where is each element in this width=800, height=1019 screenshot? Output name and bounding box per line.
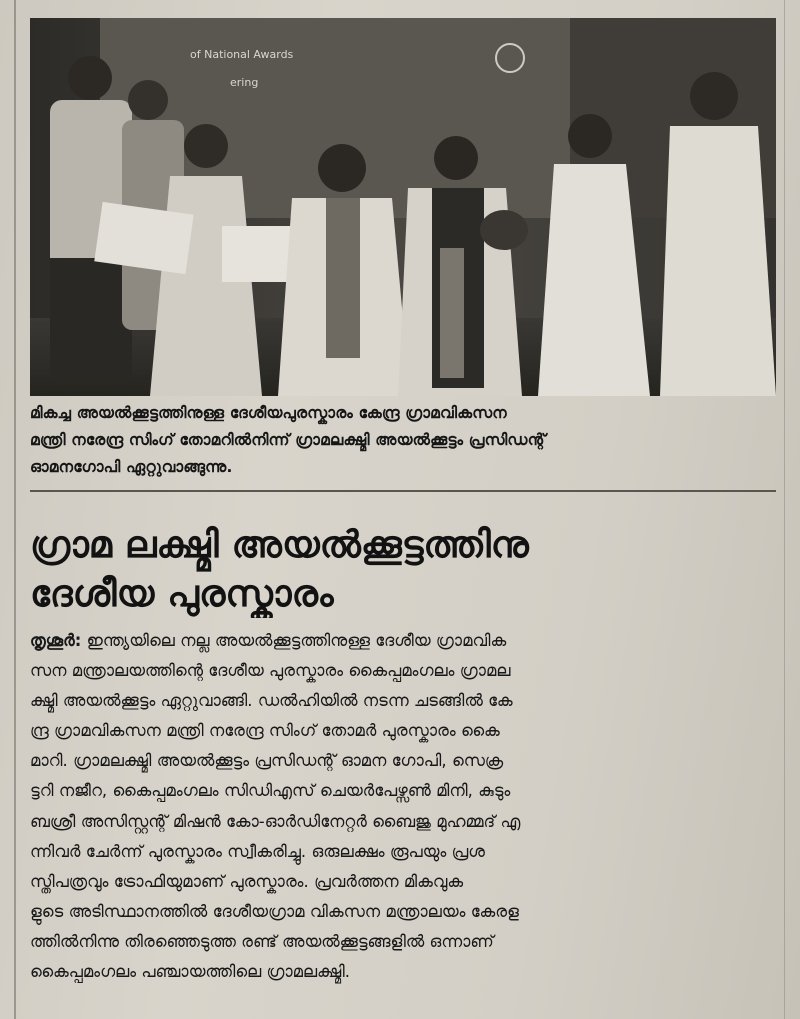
article-headline bbox=[30, 520, 776, 618]
article-line-10: ളുടെ അടിസ്ഥാനത്തിൽ ദേശീയഗ്രാമ വികസന മന്ത്രാലയം കേരള bbox=[30, 901, 519, 921]
headline-line-1: ഗ്രാമ ലക്ഷ്മി അയൽക്കൂട്ടത്തിനു bbox=[30, 523, 529, 566]
article-line-9: സ്തിപത്രവും ട്രോഫിയുമാണ് പുരസ്കാരം. പ്രവർത്തന മികവുക bbox=[30, 871, 464, 891]
article-line-5: മാറി. ഗ്രാമലക്ഷ്മി അയൽക്കൂട്ടം പ്രസിഡന്റ് ഓമന ഗോപി, സെക്ര bbox=[30, 751, 504, 771]
article-line-11: ത്തിൽനിന്നു തിരഞ്ഞെടുത്ത രണ്ട് അയൽക്കൂട്ടങ്ങളിൽ ഒന്നാണ് bbox=[30, 931, 494, 951]
photo-caption bbox=[30, 400, 776, 481]
article-line-2: സന മന്ത്രാലയത്തിന്റെ ദേശീയ പുരസ്കാരം കൈപ്പമംഗലം ഗ്രാമല bbox=[30, 661, 511, 681]
article-line-6: ട്ടറി നജീറ, കൈപ്പമംഗലം സിഡിഎസ് ചെയർപേഴ്സൺ മിനി, കുടും bbox=[30, 781, 511, 801]
article-body bbox=[30, 626, 776, 987]
caption-line-1: മികച്ച അയൽക്കൂട്ടത്തിനുള്ള ദേശീയപുരസ്കാരം കേന്ദ്ര ഗ്രാമവികസന bbox=[30, 404, 507, 422]
article-line-4: ന്ദ്ര ഗ്രാമവികസന മന്ത്രി നരേന്ദ്ര സിംഗ് തോമർ പുരസ്കാരം കൈ bbox=[30, 721, 500, 741]
caption-divider bbox=[30, 490, 776, 492]
award-ceremony-photo bbox=[30, 18, 776, 396]
article-line-3: ക്ഷ്മി അയൽക്കൂട്ടം ഏറ്റുവാങ്ങി. ഡൽഹിയിൽ നടന്ന ചടങ്ങിൽ കേ bbox=[30, 691, 513, 711]
caption-line-3: ഓമനഗോപി ഏറ്റുവാങ്ങുന്നു. bbox=[30, 458, 233, 476]
banner-text-line-1: of National Awards bbox=[190, 48, 294, 61]
column-rule-right bbox=[784, 0, 785, 1019]
headline-line-2: ദേശീയ പുരസ്കാരം bbox=[30, 572, 334, 615]
article-line-1 bbox=[30, 626, 776, 656]
column-rule-left bbox=[14, 0, 16, 1019]
caption-line-2: മന്ത്രി നരേന്ദ്ര സിംഗ് തോമറിൽനിന്ന് ഗ്രാമലക്ഷ്മി അയൽക്കൂട്ടം പ്രസിഡന്റ് bbox=[30, 431, 547, 449]
trophy bbox=[480, 210, 528, 250]
banner-text-line-2: ering bbox=[230, 76, 259, 89]
article-line-7: ബശ്രീ അസിസ്റ്റന്റ് മിഷൻ കോ-ഓർഡിനേറ്റർ ബൈജു മുഹമ്മദ് എ bbox=[30, 811, 521, 831]
first-line-text: ഇന്ത്യയിലെ നല്ല അയൽക്കൂട്ടത്തിനുള്ള ദേശീയ ഗ്രാമവിക bbox=[81, 631, 507, 650]
certificate-1 bbox=[94, 202, 193, 274]
article-line-8: ന്നിവർ ചേർന്ന് പുരസ്കാരം സ്വീകരിച്ചു. ഒരുലക്ഷം രൂപയും പ്രശ bbox=[30, 841, 485, 861]
dateline: തൃശൂർ: bbox=[30, 631, 82, 650]
article-line-12: കൈപ്പമംഗലം പഞ്ചായത്തിലെ ഗ്രാമലക്ഷ്മി. bbox=[30, 962, 351, 982]
news-photo bbox=[30, 18, 776, 396]
